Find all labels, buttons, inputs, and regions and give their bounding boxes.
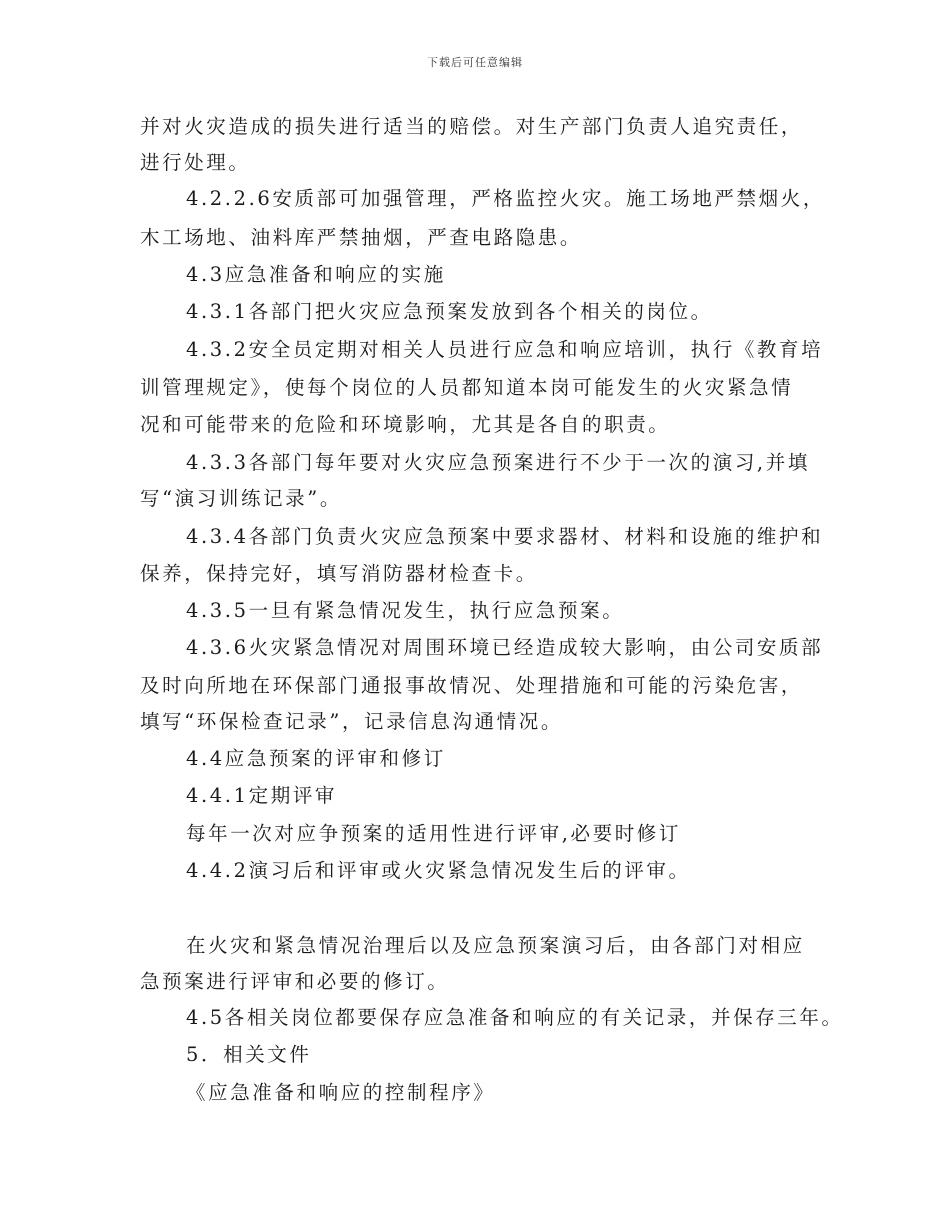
text-line: 急预案进行评审和必要的修订。: [140, 970, 450, 993]
text-line: 并对火灾造成的损失进行适当的赔偿。对生产部门负责人追究责任，: [140, 115, 804, 138]
text-line: 况和可能带来的危险和环境影响，尤其是各自的职责。: [140, 413, 671, 436]
text-line: 写“演习训练记录”。: [140, 487, 342, 510]
text-line: 训管理规定》，使每个岗位的人员都知道本岗可能发生的火灾紧急情: [140, 376, 794, 399]
text-line: 每年一次对应争预案的适用性进行评审,必要时修订: [186, 822, 681, 845]
text-line: 在火灾和紧急情况治理后以及应急预案演习后，由各部门对相应: [186, 934, 805, 957]
text-line: 4.3.4各部门负责火灾应急预案中要求器材、材料和设施的维护和: [186, 525, 824, 548]
text-line: 4.3.2安全员定期对相关人员进行应急和响应培训，执行《教育培: [186, 338, 824, 361]
text-line: 4.3.3各部门每年要对火灾应急预案进行不少于一次的演习,并填: [186, 451, 810, 474]
text-line: 4.4.2演习后和评审或火灾紧急情况发生后的评审。: [186, 859, 691, 882]
text-line: 进行处理。: [140, 151, 251, 174]
section-heading: 4.4应急预案的评审和修订: [186, 747, 446, 770]
section-heading: 4.3应急准备和响应的实施: [186, 263, 446, 286]
section-heading: 5．相关文件: [186, 1043, 312, 1066]
text-line: 保养，保持完好，填写消防器材检查卡。: [140, 562, 538, 585]
text-line: 木工场地、油料库严禁抽烟，严查电路隐患。: [140, 226, 583, 249]
text-line: 4.4.1定期评审: [186, 784, 338, 807]
text-line: 《应急准备和响应的控制程序》: [186, 1081, 496, 1104]
page-header: 下载后可任意编辑: [427, 56, 523, 69]
text-line: 4.3.5一旦有紧急情况发生，执行应急预案。: [186, 599, 625, 622]
text-line: 填写“环保检查记录”，记录信息沟通情况。: [140, 710, 563, 733]
text-line: 4.2.2.6安质部可加强管理，严格监控火灾。施工场地严禁烟火，: [186, 187, 825, 210]
text-line: 及时向所地在环保部门通报事故情况、处理措施和可能的污染危害，: [140, 674, 804, 697]
text-line: 4.5各相关岗位都要保存应急准备和响应的有关记录，并保存三年。: [186, 1006, 844, 1029]
text-line: 4.3.6火灾紧急情况对周围环境已经造成较大影响，由公司安质部: [186, 636, 824, 659]
text-line: 4.3.1各部门把火灾应急预案发放到各个相关的岗位。: [186, 300, 713, 323]
